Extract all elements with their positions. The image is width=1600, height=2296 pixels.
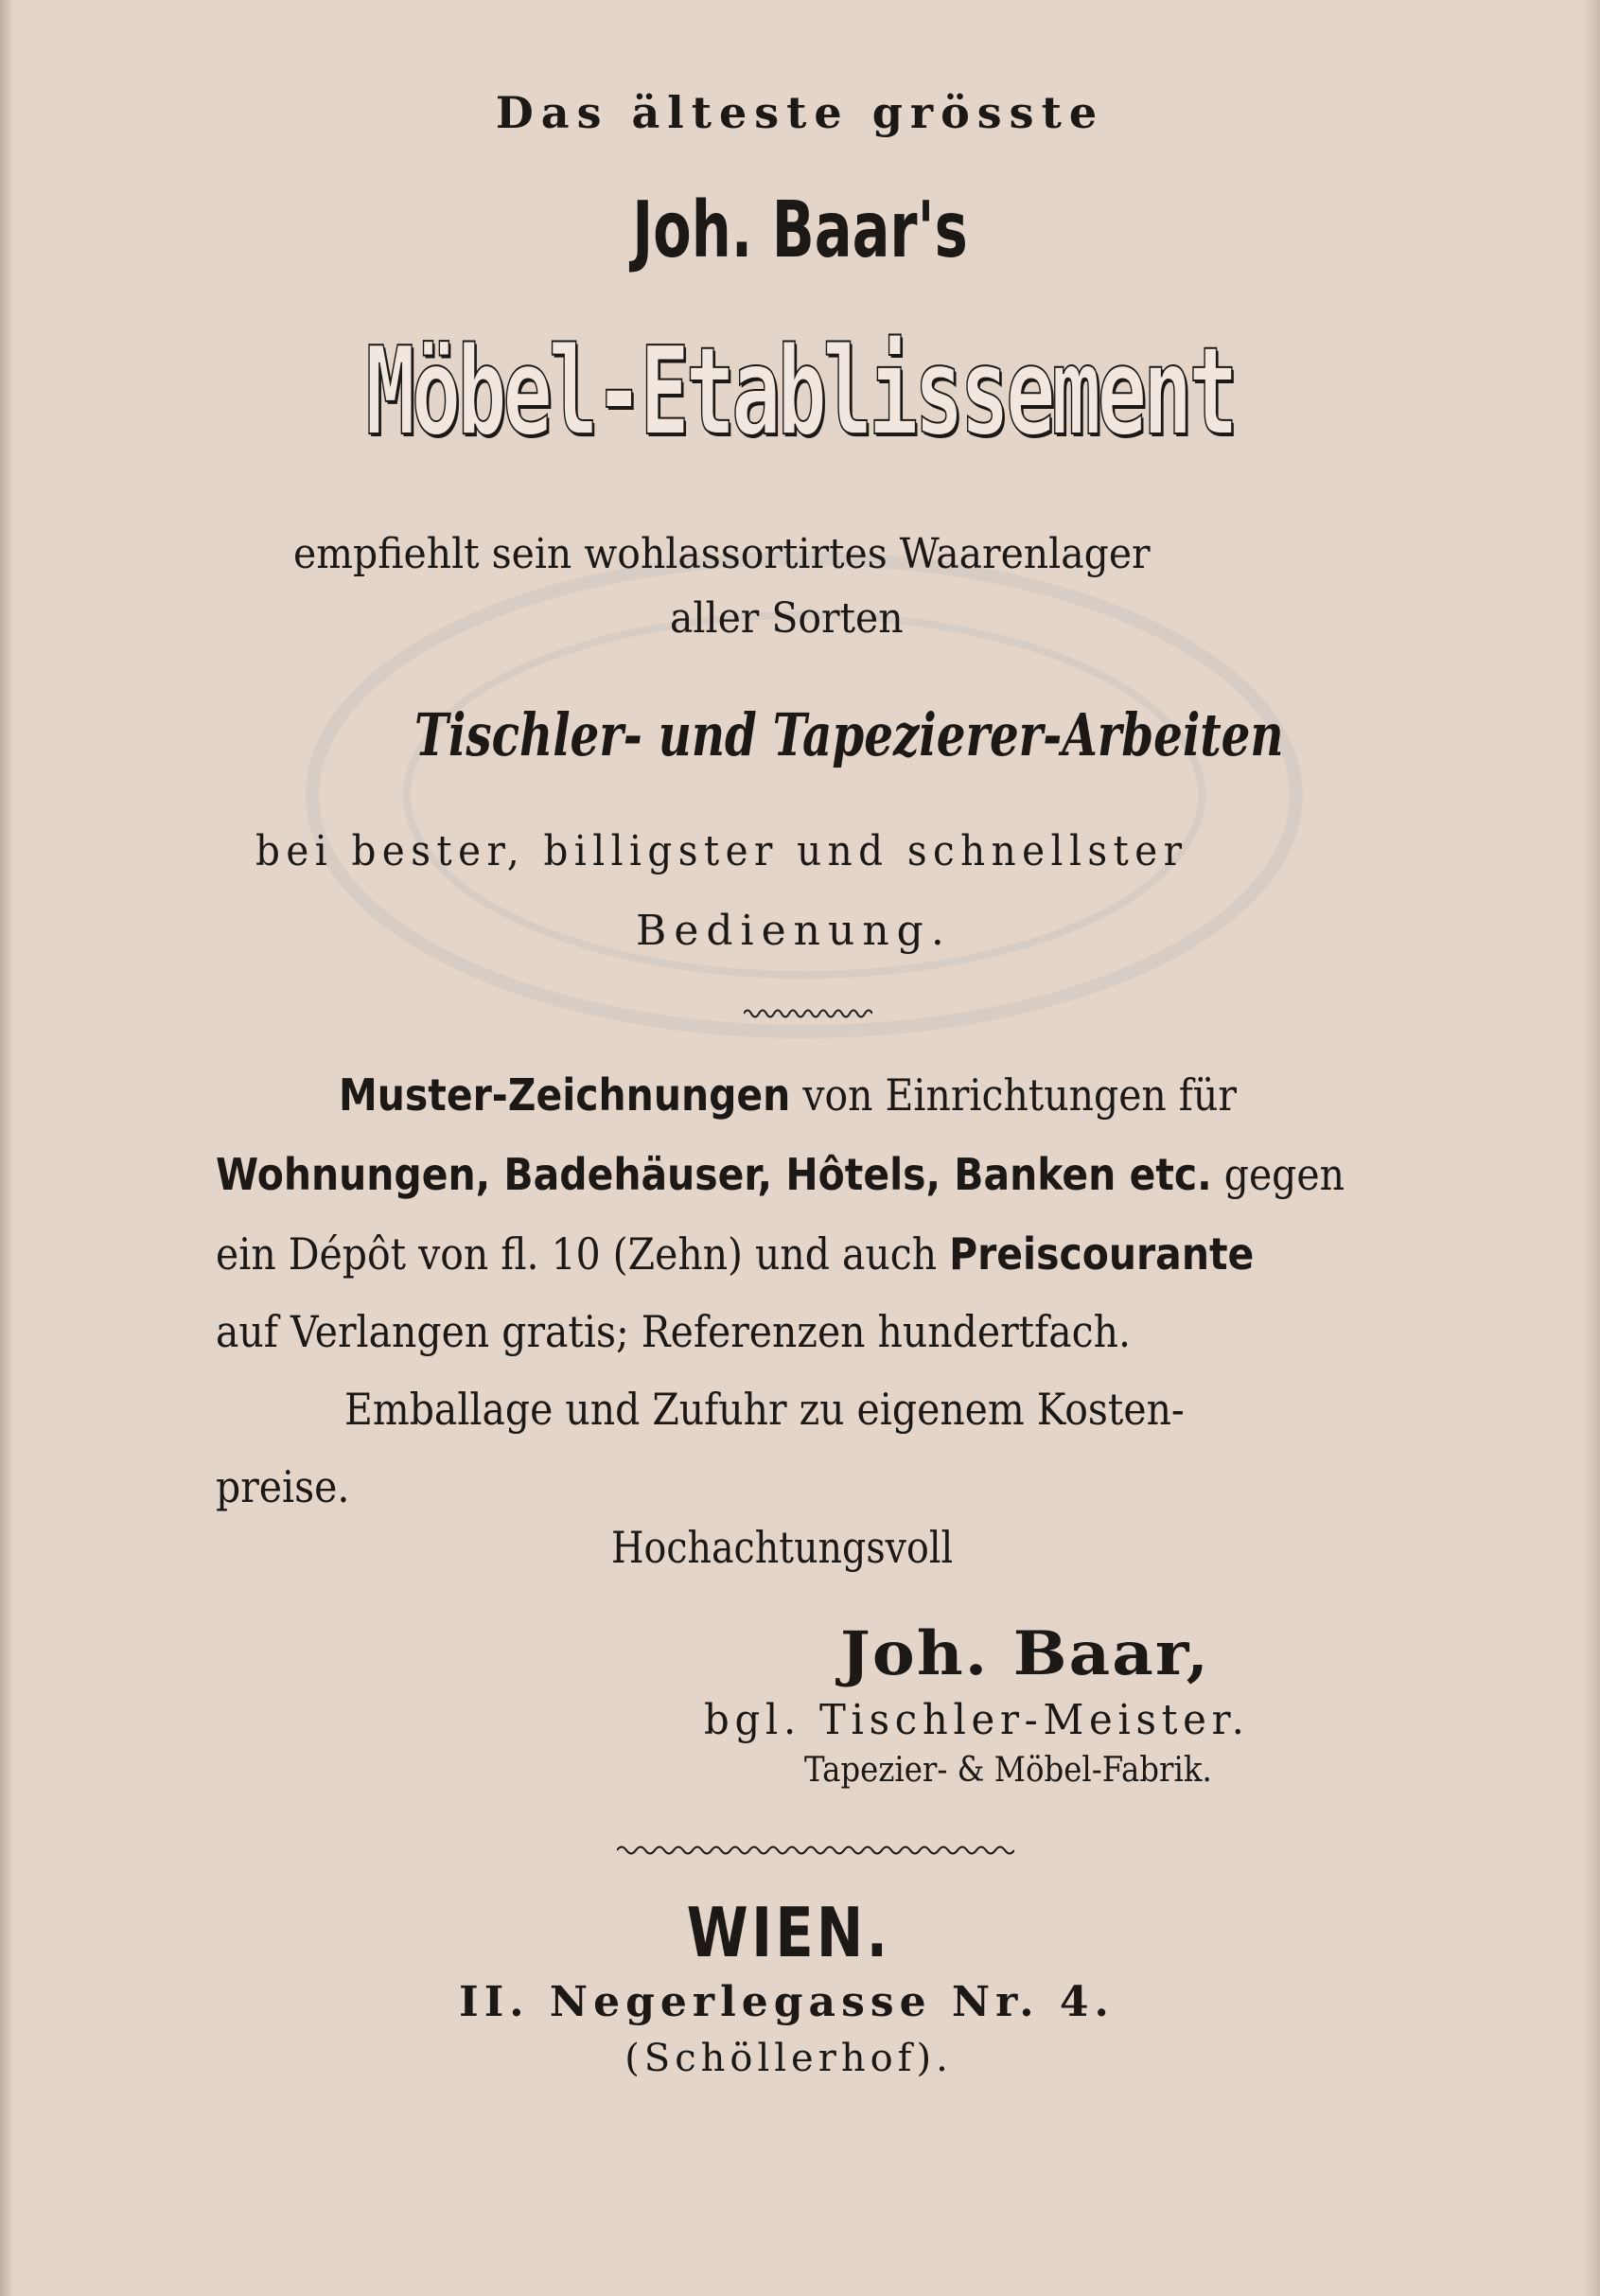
- intro-line: Das älteste grösste: [495, 87, 1105, 138]
- page-edge-right: [1583, 0, 1600, 2296]
- street-address: II. Negerlegasse Nr. 4.: [459, 1978, 1115, 2026]
- service-line-2: Bedienung.: [636, 907, 952, 955]
- body-line-5: Emballage und Zufuhr zu eigenem Kosten-: [344, 1384, 1185, 1435]
- building-name: (Schöllerhof).: [624, 2037, 953, 2080]
- body-line-1-rest: von Einrichtungen für: [790, 1069, 1237, 1121]
- divider-squiggle-top: [744, 1005, 872, 1022]
- body-line-3: [216, 1228, 1276, 1280]
- service-line-1: bei bester, billigster und schnellster: [255, 827, 1188, 875]
- page-edge-left: [0, 0, 13, 2296]
- business-line: Tapezier- & Möbel-Fabrik.: [804, 1751, 1212, 1790]
- body-line-1: [339, 1069, 1399, 1121]
- recommend-line-1: empfiehlt sein wohlassortirtes Waarenlager: [293, 530, 1151, 578]
- closing-line: Hochachtungsvoll: [611, 1522, 954, 1573]
- body-line-2: [216, 1149, 1345, 1200]
- company-name: Joh. Baar's: [632, 185, 968, 275]
- body-line-3-start: ein Dépôt von fl. 10 (Zehn) und auch: [216, 1228, 950, 1280]
- recommend-line-2: aller Sorten: [670, 594, 904, 643]
- divider-squiggle-bottom: [617, 1842, 1014, 1859]
- body-line-6: preise.: [216, 1461, 350, 1512]
- body-line-2-bold: Wohnungen, Badehäuser, Hôtels, Banken etc.: [216, 1149, 1212, 1200]
- profession-line: bgl. Tischler-Meister.: [704, 1696, 1250, 1744]
- city-name: WIEN.: [686, 1893, 891, 1972]
- body-line-2-rest: gegen: [1211, 1149, 1345, 1200]
- body-line-4: auf Verlangen gratis; Referenzen hundertfach.: [216, 1306, 1131, 1357]
- page-title: Möbel-Etablissement: [365, 322, 1235, 463]
- body-line-3-bold: Preiscourante: [949, 1228, 1255, 1280]
- signature-name: Joh. Baar,: [840, 1618, 1211, 1689]
- trades-line: Tischler- und Tapezierer-Arbeiten: [414, 700, 1284, 769]
- body-line-1-bold: Muster-Zeichnungen: [339, 1069, 791, 1121]
